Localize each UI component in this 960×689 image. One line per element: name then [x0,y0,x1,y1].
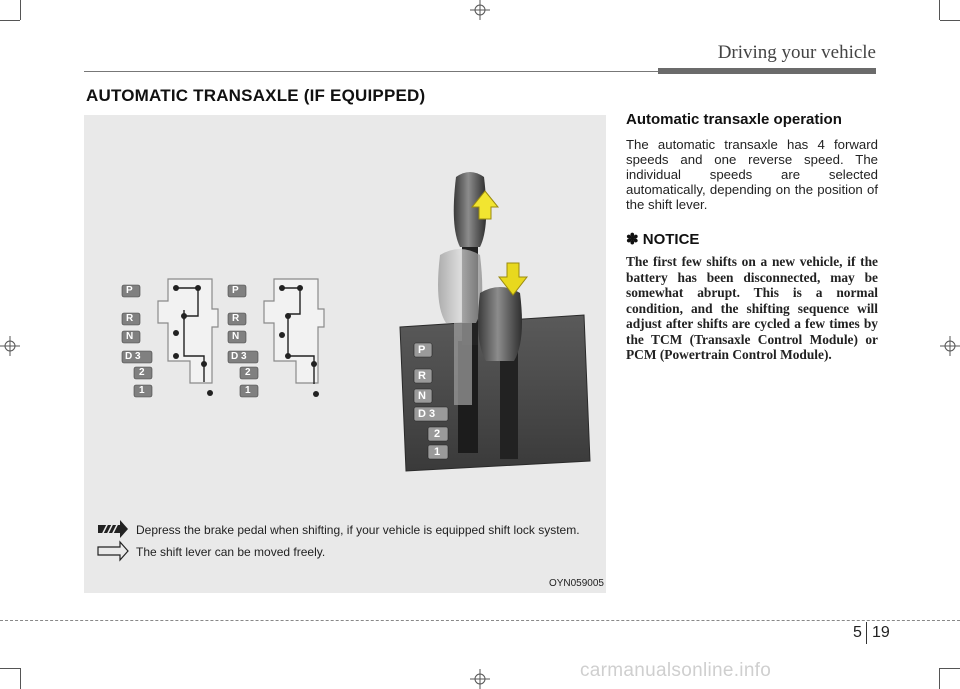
gate-diagram-right [228,279,324,397]
page-number: 19 [872,624,890,641]
notice-heading-text: NOTICE [642,231,700,248]
crop-mark [0,20,20,21]
legend-free-move-text: The shift lever can be moved freely. [136,545,326,559]
free-move-arrow-icon [98,542,128,560]
console-label: D 3 [418,408,436,420]
shift-lever-illustration [84,115,606,593]
gate-label: D 3 [231,351,247,362]
console-label: 1 [434,446,441,458]
gate-label: 2 [139,367,145,378]
subheading: Automatic transaxle operation [626,111,842,128]
notice-heading [626,230,878,248]
gate-label: 2 [245,367,251,378]
header-rule-accent [658,68,876,74]
gate-label: R [232,313,240,324]
console-label: 2 [434,428,441,440]
crop-mark [940,668,960,669]
crop-mark [0,668,20,669]
crop-mark [940,20,960,21]
crop-mark [20,0,21,20]
chapter-number: 5 [853,624,862,641]
notice-paragraph: The first few shifts on a new vehicle, if the battery has been disconnected, may be somewhat abrupt. This is a normal condition, and the shifting sequence will adjust after shifts are cycled a few times by the TCM (Transaxle Control Module) or PCM (Powertrain Control Module). [626,254,878,362]
section-title: Driving your vehicle [717,42,876,63]
gate-label: N [126,331,134,342]
gate-label: D 3 [125,351,141,362]
registration-mark-right [938,334,960,358]
gate-label: 1 [139,385,145,396]
registration-mark-bottom [468,667,492,689]
gate-label: P [126,285,133,296]
console-label: P [418,344,426,356]
header-rule [84,71,658,72]
notice-icon: ✽ [626,231,639,248]
shift-lock-arrow-icon [98,520,128,538]
page-title: AUTOMATIC TRANSAXLE (IF EQUIPPED) [86,86,426,105]
console-label: R [418,370,426,382]
registration-mark-top [468,0,492,22]
gate-diagram-left [122,279,218,397]
content-column [626,111,878,363]
crop-mark [939,668,940,689]
figure-code: OYN059005 [548,578,604,589]
shift-lever-figure [84,115,606,593]
crop-mark [939,0,940,20]
legend-shift-lock-text: Depress the brake pedal when shifting, if your vehicle is equipped shift lock system. [136,523,580,537]
registration-mark-left [0,334,22,358]
console-label: N [418,390,426,402]
watermark-text: carmanualsonline.info [580,660,772,681]
page-number-separator [866,622,867,644]
gate-label: P [232,285,239,296]
body-paragraph: The automatic transaxle has 4 forward speeds and one reverse speed. The individual speeds are selected automatically, depending on the position of the shift lever. [626,137,878,212]
gate-label: 1 [245,385,251,396]
footer-rule [0,620,960,621]
gate-label: R [126,313,134,324]
crop-mark [20,668,21,689]
gate-label: N [232,331,240,342]
